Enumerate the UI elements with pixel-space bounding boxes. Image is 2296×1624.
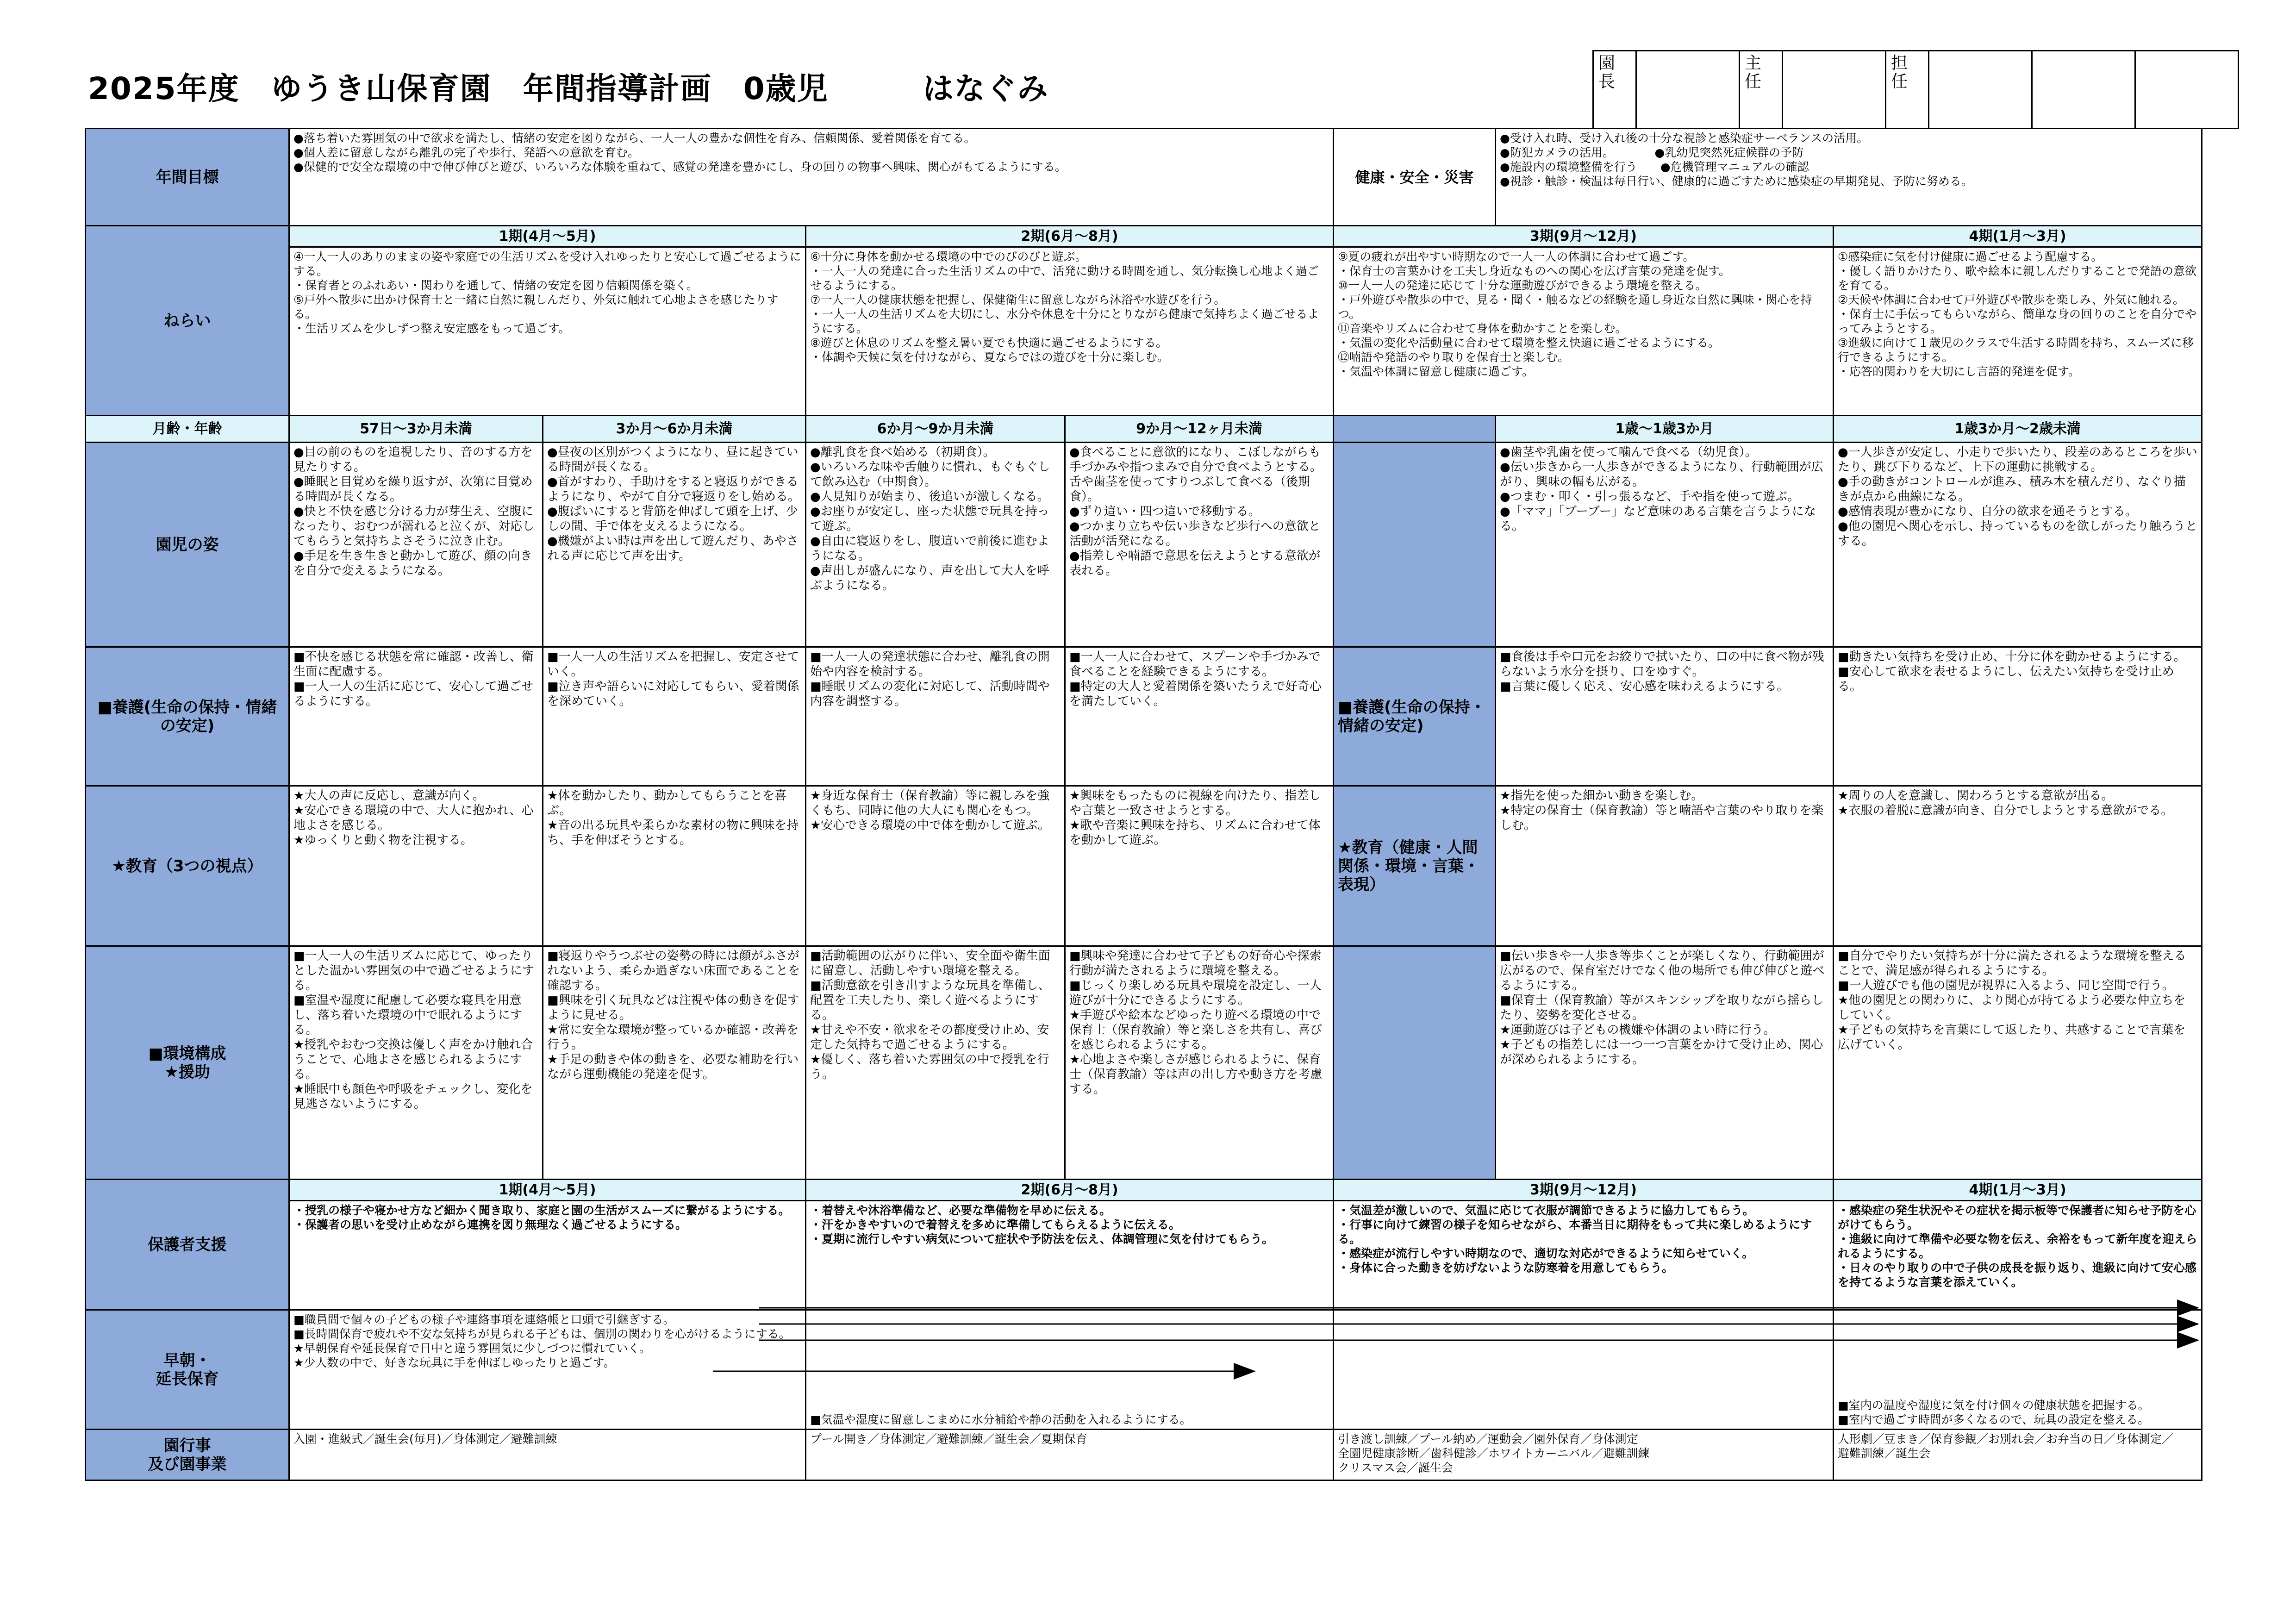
health-safety-label: 健康・安全・災害 bbox=[1334, 129, 1496, 226]
aim-term-2: 2期(6月～8月) bbox=[806, 226, 1334, 247]
care-row bbox=[86, 647, 2202, 786]
age-header-row bbox=[86, 416, 2202, 443]
guardian-term-2: 2期(6月～8月) bbox=[806, 1180, 1334, 1201]
env-cell-6: ■伝い歩きや一人歩き等歩くことが楽しくなり、行動範囲が広がるので、保育室だけでなく他の場所でも伸び伸びと遊べるようにする。 ■保育士（保育教諭）等がスキンシップを取りながら揺らしたり、姿勢を変化させる。 ★運動遊びは子どもの機嫌や体調のよい時に行う。 ★子どもの指差しには一つ一つ言葉をかけて受け止め、関心が深められるようにする。 bbox=[1496, 946, 1834, 1180]
extended-cell-3 bbox=[1334, 1310, 1834, 1430]
page-title: 2025年度 ゆうき山保育園 年間指導計画 0歳児 はなぐみ bbox=[88, 71, 1049, 106]
child-cell-2: ●昼夜の区別がつくようになり、昼に起きている時間が長くなる。 ●首がすわり、手助けをすると寝返りができるようになり、やがて自分で寝返りをし始める。 ●腹ばいにすると背筋を伸ばして頭を上げ、少しの間、手で体を支えるようになる。 ●機嫌がよい時は声を出して遊んだり、あやされる声に応じて声を出す。 bbox=[543, 443, 806, 647]
child-cell-spacer bbox=[1334, 443, 1496, 647]
approval-stamp-box bbox=[1592, 50, 2239, 129]
aim-cell-4: ①感染症に気を付け健康に過ごせるよう配慮する。 ・優しく語りかけたり、歌や絵本に親しんだりすることで発語の意欲を育てる。 ②天候や体調に合わせて戸外遊びや散歩を楽しみ、外気に触れる。 ・保育士に手伝ってもらいながら、簡単な身の回りのことを自分でやってみようとする。 ③進級に向けて１歳児のクラスで生活する時間を持ち、スムーズに移行できるようにする。 ・応答的関わりを大切にし言語的発達を促す。 bbox=[1834, 247, 2202, 416]
age-col-1: 57日～3か月未満 bbox=[289, 416, 543, 443]
edu-cell-1: ★大人の声に反応し、意識が向く。 ★安心できる環境の中で、大人に抱かれ、心地よさを感じる。 ★ゆっくりと動く物を注視する。 bbox=[289, 786, 543, 946]
guardian-term-1: 1期(4月～5月) bbox=[289, 1180, 806, 1201]
care-cell-2: ■一人一人の生活リズムを把握し、安定させていく。 ■泣き声や語らいに対応してもらい、愛着関係を深めていく。 bbox=[543, 647, 806, 786]
health-safety-text: ●受け入れ時、受け入れ後の十分な視診と感染症サーベランスの活用。 ●防犯カメラの活用。 ●乳幼児突然死症候群の予防 ●施設内の環境整備を行う ●危機管理マニュアルの確認 ●視診・触診・検温は毎日行い、健康的に過ごすために感染症の早期発見、予防に努める。 bbox=[1496, 129, 2202, 226]
events-label: 園行事 及び園事業 bbox=[86, 1430, 289, 1480]
edu-label: ★教育（3つの視点） bbox=[86, 786, 289, 946]
care-cell-3: ■一人一人の発達状態に合わせ、離乳食の開始や内容を検討する。 ■睡眠リズムの変化に対応して、活動時間や内容を調整する。 bbox=[806, 647, 1065, 786]
child-cell-6: ●歯茎や乳歯を使って噛んで食べる（幼児食）。 ●伝い歩きから一人歩きができるようになり、行動範囲が広がり、興味の幅も広がる。 ●つまむ・叩く・引っ張るなど、手や指を使って遊ぶ。 ●「ママ」「ブーブー」など意味のある言葉を言うようになる。 bbox=[1496, 443, 1834, 647]
stamp-teacher-box-2[interactable] bbox=[2032, 51, 2135, 129]
stamp-teacher-box-3[interactable] bbox=[2135, 51, 2239, 129]
guardian-cell-4: ・感染症の発生状況やその症状を掲示板等で保護者に知らせ予防を心がけてもらう。 ・進級に向けて準備や必要な物を伝え、余裕をもって新年度を迎えられるようにする。 ・日々のやり取りの中で子供の成長を振り返り、進級に向けて安心感を持てるような言葉を添えていく。 bbox=[1834, 1201, 2202, 1310]
age-col-2: 3か月～6か月未満 bbox=[543, 416, 806, 443]
annual-goal-text: ●落ち着いた雰囲気の中で欲求を満たし、情緒の安定を図りながら、一人一人の豊かな個性を育み、信頼関係、愛着関係を育てる。 ●個人差に留意しながら離乳の完了や歩行、発語への意欲を育む。 ●保健的で安全な環境の中で伸び伸びと遊び、いろいろな体験を重ねて、感覚の発達を豊かにし、身の回りの物事へ興味、関心がもてるようにする。 bbox=[289, 129, 1334, 226]
age-col-spacer bbox=[1334, 416, 1496, 443]
env-cell-1: ■一人一人の生活リズムに応じて、ゆったりとした温かい雰囲気の中で過ごせるようにする。 ■室温や湿度に配慮して必要な寝具を用意し、落ち着いた環境の中で眠れるようにする。 ★授乳やおむつ交換は優しく声をかけ触れ合うことで、心地よさを感じられるようにする。 ★睡眠中も顔色や呼吸をチェックし、変化を見逃さないようにする。 bbox=[289, 946, 543, 1180]
edu-cell-7: ★周りの人を意識し、関わろうとする意欲が出る。 ★衣服の着脱に意識が向き、自分でしようとする意欲がでる。 bbox=[1834, 786, 2202, 946]
events-cell-1: 入園・進級式／誕生会(毎月)／身体測定／避難訓練 bbox=[289, 1430, 806, 1480]
child-row bbox=[86, 443, 2202, 647]
events-cell-4: 人形劇／豆まき／保育参観／お別れ会／お弁当の日／身体測定／ 避難訓練／誕生会 bbox=[1834, 1430, 2202, 1480]
env-cell-spacer bbox=[1334, 946, 1496, 1180]
extended-label: 早朝・ 延長保育 bbox=[86, 1310, 289, 1430]
extended-cell-4: ■室内の温度や湿度に気を付け個々の健康状態を把握する。 ■室内で過ごす時間が多くなるので、玩具の設定を整える。 bbox=[1834, 1310, 2202, 1430]
care-label: ■養護(生命の保持・情緒の安定) bbox=[86, 647, 289, 786]
age-col-6: 1歳～1歳3か月 bbox=[1496, 416, 1834, 443]
care-cell-7: ■動きたい気持ちを受け止め、十分に体を動かせるようにする。 ■安心して欲求を表せるようにし、伝えたい気持ちを受け止める。 bbox=[1834, 647, 2202, 786]
stamp-chief-box[interactable] bbox=[1783, 51, 1886, 129]
stamp-chief-label: 主 任 bbox=[1740, 51, 1783, 129]
care-cell-1: ■不快を感じる状態を常に確認・改善し、衛生面に配慮する。 ■一人一人の生活に応じて、安心して過ごせるようにする。 bbox=[289, 647, 543, 786]
aim-terms-row bbox=[86, 226, 2202, 247]
guardian-term-3: 3期(9月～12月) bbox=[1334, 1180, 1834, 1201]
annual-plan-table bbox=[85, 128, 2202, 1481]
aim-row bbox=[86, 247, 2202, 416]
age-col-3: 6か月～9か月未満 bbox=[806, 416, 1065, 443]
edu-cell-6: ★指先を使った細かい動きを楽しむ。 ★特定の保育士（保育教諭）等と喃語や言葉のやり取りを楽しむ。 bbox=[1496, 786, 1834, 946]
extended-row bbox=[86, 1310, 2202, 1430]
guardian-cell-1: ・授乳の様子や寝かせ方など細かく聞き取り、家庭と園の生活がスムーズに繋がるようにする。 ・保護者の思いを受け止めながら連携を図り無理なく過ごせるようにする。 bbox=[289, 1201, 806, 1310]
extended-cell-1: ■職員間で個々の子どもの様子や連絡事項を連絡帳と口頭で引継ぎする。 ■長時間保育で疲れや不安な気持ちが見られる子どもは、個別の関わりを心がけるようにする。 ★早朝保育や延長保育で日中と違う雰囲気に少しづつに慣れていく。 ★少人数の中で、好きな玩具に手を伸ばしゆったりと過ごす。 bbox=[289, 1310, 806, 1430]
guardian-row bbox=[86, 1201, 2202, 1310]
child-cell-1: ●目の前のものを追視したり、音のする方を見たりする。 ●睡眠と目覚めを繰り返すが、次第に目覚める時間が長くなる。 ●快と不快を感じ分ける力が芽生え、空腹になったり、おむつが濡れると泣くが、対応してもらうと気持ちよさそうに泣き止む。 ●手足を生き生きと動かして遊び、顔の向きを自分で変えるようになる。 bbox=[289, 443, 543, 647]
events-cell-2: プール開き／身体測定／避難訓練／誕生会／夏期保育 bbox=[806, 1430, 1334, 1480]
events-cell-3: 引き渡し訓練／プール納め／運動会／園外保育／身体測定 全園児健康診断／歯科健診／ホワイトカーニバル／避難訓練 クリスマス会／誕生会 bbox=[1334, 1430, 1834, 1480]
stamp-principal-box[interactable] bbox=[1636, 51, 1740, 129]
child-cell-4: ●食べることに意欲的になり、こぼしながらも手づかみや指つまみで自分で食べようとする。舌や歯茎を使ってすりつぶして食べる（後期食）。 ●ずり這い・四つ這いで移動する。 ●つかまり立ちや伝い歩きなど歩行への意欲と活動が活発になる。 ●指差しや喃語で意思を伝えようとする意欲が表れる。 bbox=[1065, 443, 1334, 647]
age-col-4: 9か月～12ヶ月未満 bbox=[1065, 416, 1334, 443]
stamp-teacher-label: 担 任 bbox=[1886, 51, 1929, 129]
edu-cell-2: ★体を動かしたり、動かしてもらうことを喜ぶ。 ★音の出る玩具や柔らかな素材の物に興味を持ち、手を伸ばそうとする。 bbox=[543, 786, 806, 946]
guardian-term-4: 4期(1月～3月) bbox=[1834, 1180, 2202, 1201]
guardian-terms-row bbox=[86, 1180, 2202, 1201]
age-label: 月齢・年齢 bbox=[86, 416, 289, 443]
env-cell-3: ■活動範囲の広がりに伴い、安全面や衛生面に留意し、活動しやすい環境を整える。 ■活動意欲を引き出すような玩具を準備し、配置を工夫したり、楽しく遊べるようにする。 ★甘えや不安・欲求をその都度受け止め、安定した気持ちで過ごせるようにする。 ★優しく、落ち着いた雰囲気の中で授乳を行う。 bbox=[806, 946, 1065, 1180]
care-cell-6: ■食後は手や口元をお絞りで拭いたり、口の中に食べ物が残らないよう水分を摂り、口をゆすぐ。 ■言葉に優しく応え、安心感を味わえるようにする。 bbox=[1496, 647, 1834, 786]
guardian-cell-2: ・着替えや沐浴準備など、必要な準備物を早めに伝える。 ・汗をかきやすいので着替えを多めに準備してもらえるように伝える。 ・夏期に流行しやすい病気について症状や予防法を伝え、体調管理に気を付けてもらう。 bbox=[806, 1201, 1334, 1310]
aim-term-3: 3期(9月～12月) bbox=[1334, 226, 1834, 247]
stamp-principal-label: 園 長 bbox=[1593, 51, 1636, 129]
edu-cell-3: ★身近な保育士（保育教諭）等に親しみを強くもち、同時に他の大人にも関心をもつ。 ★安心できる環境の中で体を動かして遊ぶ。 bbox=[806, 786, 1065, 946]
annual-goal-row bbox=[86, 129, 2202, 226]
stamp-teacher-box-1[interactable] bbox=[1929, 51, 2032, 129]
env-cell-4: ■興味や発達に合わせて子どもの好奇心や探索行動が満たされるように環境を整える。 ■じっくり楽しめる玩具や環境を設定し、一人遊びが十分にできるようにする。 ★手遊びや絵本などゆったり遊べる環境の中で保育士（保育教諭）等と楽しさを共有し、喜びを感じられるようにする。 ★心地よさや楽しさが感じられるように、保育士（保育教諭）等は声の出し方や動き方を考慮する。 bbox=[1065, 946, 1334, 1180]
events-row bbox=[86, 1430, 2202, 1480]
care-label-mid: ■養護(生命の保持・情緒の安定) bbox=[1334, 647, 1496, 786]
env-cell-7: ■自分でやりたい気持ちが十分に満たされるような環境を整えることで、満足感が得られるようにする。 ■一人遊びでも他の園児が視界に入るよう、同じ空間で行う。 ★他の園児との関わりに、より関心が持てるよう必要な仲立ちをしていく。 ★子どもの気持ちを言葉にして返したり、共感することで言葉を広げていく。 bbox=[1834, 946, 2202, 1180]
extended-cell-2: ■気温や湿度に留意しこまめに水分補給や静の活動を入れるようにする。 bbox=[806, 1310, 1334, 1430]
edu-label-mid: ★教育（健康・人間関係・環境・言葉・表現） bbox=[1334, 786, 1496, 946]
edu-cell-4: ★興味をもったものに視線を向けたり、指差しや言葉と一致させようとする。 ★歌や音楽に興味を持ち、リズムに合わせて体を動かして遊ぶ。 bbox=[1065, 786, 1334, 946]
env-row bbox=[86, 946, 2202, 1180]
aim-term-4: 4期(1月～3月) bbox=[1834, 226, 2202, 247]
edu-row bbox=[86, 786, 2202, 946]
aim-cell-1: ④一人一人のありのままの姿や家庭での生活リズムを受け入れゆったりと安心して過ごせるようにする。 ・保育者とのふれあい・関わりを通して、情緒の安定を図り信頼関係を築く。 ⑤戸外へ散歩に出かけ保育士と一緒に自然に親しんだり、外気に触れて心地よさを感じたりする。 ・生活リズムを少しずつ整え安定感をもって過ごす。 bbox=[289, 247, 806, 416]
env-cell-2: ■寝返りやうつぶせの姿勢の時には顔がふさがれないよう、柔らか過ぎない床面であることを確認する。 ■興味を引く玩具などは注視や体の動きを促すように見せる。 ★常に安全な環境が整っているか確認・改善を行う。 ★手足の動きや体の動きを、必要な補助を行いながら運動機能の発達を促す。 bbox=[543, 946, 806, 1180]
child-cell-3: ●離乳食を食べ始める（初期食）。 ●いろいろな味や舌触りに慣れ、もぐもぐして飲み込む（中期食）。 ●人見知りが始まり、後追いが激しくなる。 ●お座りが安定し、座った状態で玩具を持って遊ぶ。 ●自由に寝返りをし、腹這いで前後に進むようになる。 ●声出しが盛んになり、声を出して大人を呼ぶようになる。 bbox=[806, 443, 1065, 647]
aim-term-1: 1期(4月～5月) bbox=[289, 226, 806, 247]
guardian-label: 保護者支援 bbox=[86, 1180, 289, 1310]
guardian-cell-3: ・気温差が激しいので、気温に応じて衣服が調節できるように協力してもらう。 ・行事に向けて練習の様子を知らせながら、本番当日に期待をもって共に楽しめるようにする。 ・感染症が流行しやすい時期なので、適切な対応ができるように知らせていく。 ・身体に合った動きを妨げないような防寒着を用意してもらう。 bbox=[1334, 1201, 1834, 1310]
env-label: ■環境構成 ★援助 bbox=[86, 946, 289, 1180]
age-col-7: 1歳3か月～2歳未満 bbox=[1834, 416, 2202, 443]
annual-goal-label: 年間目標 bbox=[86, 129, 289, 226]
aim-label: ねらい bbox=[86, 226, 289, 416]
care-cell-4: ■一人一人に合わせて、スプーンや手づかみで食べることを経験できるようにする。 ■特定の大人と愛着関係を築いたうえで好奇心を満たしていく。 bbox=[1065, 647, 1334, 786]
child-label: 園児の姿 bbox=[86, 443, 289, 647]
aim-cell-2: ⑥十分に身体を動かせる環境の中でのびのびと遊ぶ。 ・一人一人の発達に合った生活リズムの中で、活発に動ける時間を通し、気分転換し心地よく過ごせるようにする。 ⑦一人一人の健康状態を把握し、保健衛生に留意しながら沐浴や水遊びを行う。 ・一人一人の生活リズムを大切にし、水分や休息を十分にとりながら健康で気持ちよく過ごせるようにする。 ⑧遊びと休息のリズムを整え暑い夏でも快適に過ごせるようにする。 ・体調や天候に気を付けながら、夏ならではの遊びを十分に楽しむ。 bbox=[806, 247, 1334, 416]
aim-cell-3: ⑨夏の疲れが出やすい時期なので一人一人の体調に合わせて過ごす。 ・保育士の言葉かけを工夫し身近なものへの関心を広げ言葉の発達を促す。 ⑩一人一人の発達に応じて十分な運動遊びができるよう環境を整える。 ・戸外遊びや散歩の中で、見る・聞く・触るなどの経験を通し身近な自然に興味・関心を持つ。 ⑪音楽やリズムに合わせて身体を動かすことを楽しむ。 ・気温の変化や活動量に合わせて環境を整え快適に過ごせるようにする。 ⑫喃語や発語のやり取りを保育士と楽しむ。 ・気温や体調に留意し健康に過ごす。 bbox=[1334, 247, 1834, 416]
child-cell-7: ●一人歩きが安定し、小走りで歩いたり、段差のあるところを歩いたり、跳び下りるなど、上下の運動に挑戦する。 ●手の動きがコントロールが進み、積み木を積んだり、なぐり描きが点から曲線になる。 ●感情表現が豊かになり、自分の欲求を通そうとする。 ●他の園児へ関心を示し、持っているものを欲しがったり触ろうとする。 bbox=[1834, 443, 2202, 647]
